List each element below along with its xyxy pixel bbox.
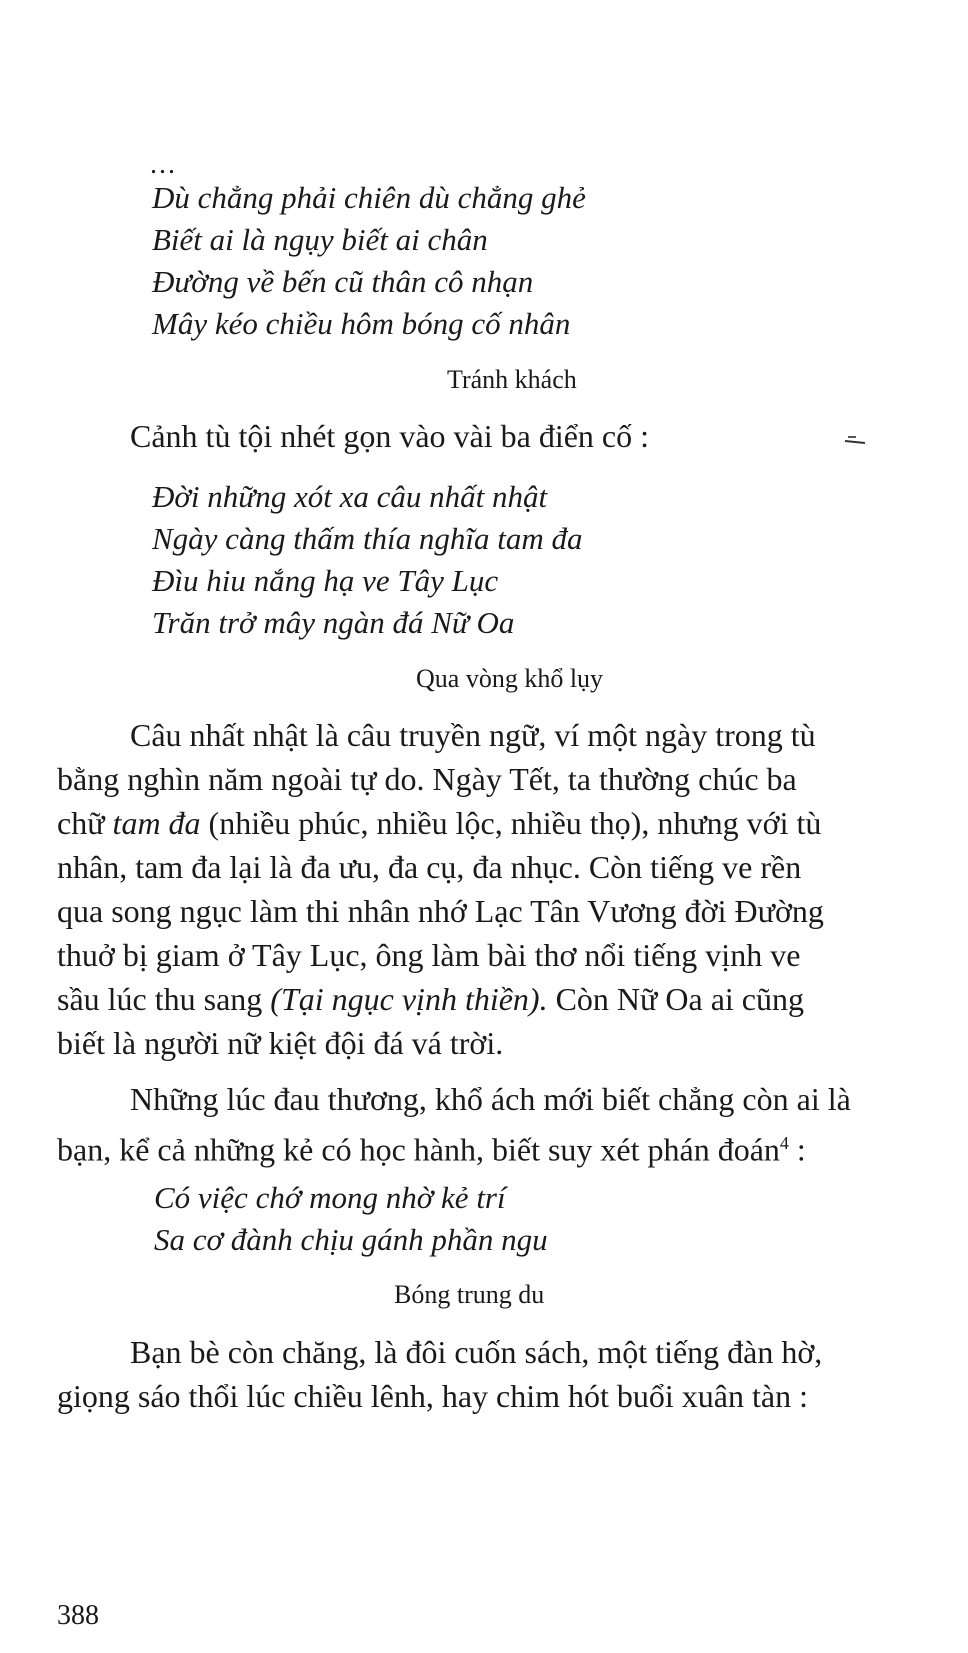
- poem-line: Ngày càng thấm thía nghĩa tam đa: [152, 521, 583, 556]
- text-segment: sầu lúc thu sang: [57, 981, 271, 1017]
- ink-mark: [845, 440, 865, 444]
- paragraph-line: [57, 801, 821, 845]
- ellipsis: ...: [150, 149, 177, 180]
- text-segment: :: [788, 1131, 806, 1168]
- poem-line: Sa cơ đành chịu gánh phần ngu: [154, 1222, 548, 1257]
- poem-line: Mây kéo chiều hôm bóng cố nhân: [152, 306, 571, 341]
- poem-line: Có việc chớ mong nhờ kẻ trí: [154, 1180, 506, 1215]
- text-segment: bạn, kể cả những kẻ có học hành, biết suy xét phán đoán: [57, 1131, 780, 1168]
- poem-line: Trăn trở mây ngàn đá Nữ Oa: [152, 605, 515, 640]
- paragraph-line: giọng sáo thổi lúc chiều lênh, hay chim hót buổi xuân tàn :: [57, 1378, 808, 1414]
- page-number: 388: [57, 1600, 99, 1631]
- poem-line: Biết ai là ngụy biết ai chân: [152, 222, 488, 257]
- paragraph-line: bằng nghìn năm ngoài tự do. Ngày Tết, ta thường chúc ba: [57, 761, 797, 797]
- paragraph-line: nhân, tam đa lại là đa ưu, đa cụ, đa nhục. Còn tiếng ve rền: [57, 849, 802, 885]
- paragraph-line: biết là người nữ kiệt đội đá vá trời.: [57, 1025, 504, 1061]
- intro-line: Cảnh tù tội nhét gọn vào vài ba điển cố :: [130, 418, 649, 454]
- paragraph-line: Bạn bè còn chăng, là đôi cuốn sách, một tiếng đàn hờ,: [130, 1334, 823, 1370]
- poem-line: Dù chẳng phải chiên dù chẳng ghẻ: [152, 180, 586, 215]
- poem-attribution: Qua vòng khổ lụy: [416, 664, 604, 693]
- poem-line: Đìu hiu nắng hạ ve Tây Lục: [152, 563, 499, 598]
- italic-term: tam đa: [112, 805, 201, 841]
- poem-line: Đường về bến cũ thân cô nhạn: [152, 264, 534, 299]
- ink-mark: [848, 436, 856, 438]
- paragraph-line: qua song ngục làm thi nhân nhớ Lạc Tân Vương đời Đường: [57, 893, 824, 929]
- paragraph-line: Câu nhất nhật là câu truyền ngữ, ví một ngày trong tù: [130, 717, 816, 753]
- italic-title: (Tại ngục vịnh thiền).: [270, 981, 548, 1017]
- text-segment: chữ: [57, 805, 113, 841]
- paragraph-line: [57, 977, 804, 1021]
- text-segment: (nhiều phúc, nhiều lộc, nhiều thọ), nhưng với tù: [200, 805, 822, 841]
- paragraph-line: [57, 1121, 806, 1172]
- paragraph-line: thuở bị giam ở Tây Lục, ông làm bài thơ nổi tiếng vịnh ve: [57, 937, 801, 973]
- poem-attribution: Tránh khách: [447, 365, 577, 394]
- text-segment: Còn Nữ Oa ai cũng: [547, 981, 804, 1017]
- footnote-marker[interactable]: 4: [779, 1133, 789, 1153]
- poem-line: Đời những xót xa câu nhất nhật: [152, 479, 548, 514]
- poem-attribution: Bóng trung du: [394, 1280, 545, 1309]
- paragraph-line: Những lúc đau thương, khổ ách mới biết chẳng còn ai là: [130, 1081, 851, 1117]
